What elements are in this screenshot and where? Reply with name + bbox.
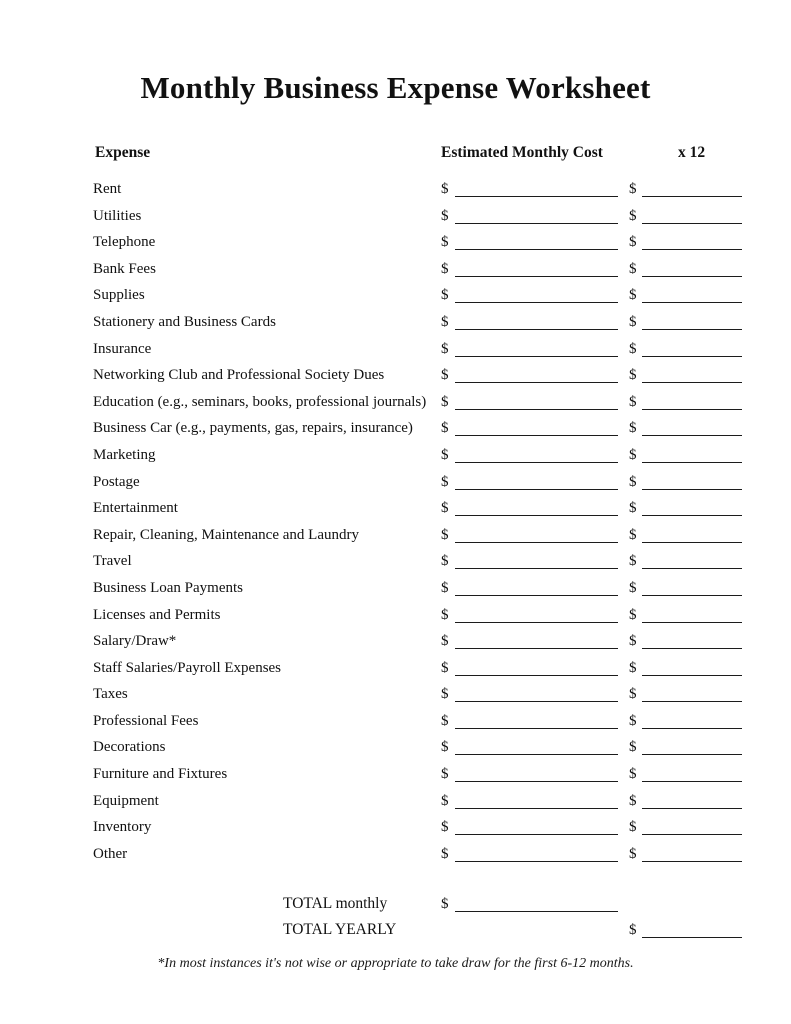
yearly-cost-field[interactable] [629, 309, 742, 336]
page-title: Monthly Business Expense Worksheet [140, 70, 651, 105]
dollar-sign: $ [441, 473, 449, 490]
expense-row [0, 203, 791, 230]
expense-row [0, 176, 791, 203]
monthly-cost-field[interactable] [441, 176, 618, 203]
yearly-blank-line[interactable] [642, 819, 742, 835]
monthly-cost-field[interactable] [441, 442, 618, 469]
dollar-sign: $ [441, 393, 449, 410]
dollar-sign: $ [629, 340, 637, 357]
expense-row [0, 575, 791, 602]
footnote: *In most instances it's not wise or appropriate to take draw for the first 6-12 months. [157, 956, 634, 971]
x12-column-header: x 12 [678, 144, 706, 161]
expense-label: Education (e.g., seminars, books, professional journals) [93, 393, 427, 410]
monthly-cost-field[interactable] [441, 548, 618, 575]
dollar-sign: $ [441, 367, 449, 384]
yearly-cost-field[interactable] [629, 282, 742, 309]
monthly-cost-field[interactable] [441, 336, 618, 363]
monthly-cost-field[interactable] [441, 415, 618, 442]
dollar-sign: $ [441, 500, 449, 517]
yearly-blank-line[interactable] [642, 208, 742, 224]
yearly-cost-field[interactable] [629, 814, 742, 841]
monthly-cost-field[interactable] [441, 681, 618, 708]
dollar-sign: $ [629, 473, 637, 490]
dollar-sign: $ [629, 234, 637, 251]
total-yearly-blank-line[interactable] [642, 922, 742, 939]
expense-row [0, 602, 791, 629]
dollar-sign: $ [629, 606, 637, 623]
monthly-blank-line[interactable] [455, 819, 618, 835]
expense-label: Furniture and Fixtures [93, 766, 228, 783]
expense-row [0, 681, 791, 708]
expense-row [0, 309, 791, 336]
yearly-cost-field[interactable] [629, 681, 742, 708]
yearly-blank-line[interactable] [642, 500, 742, 516]
dollar-sign: $ [441, 712, 449, 729]
yearly-cost-field[interactable] [629, 229, 742, 256]
dollar-sign: $ [629, 420, 637, 437]
monthly-blank-line[interactable] [455, 633, 618, 649]
dollar-sign: $ [629, 500, 637, 517]
monthly-cost-field[interactable] [441, 788, 618, 815]
expense-row [0, 522, 791, 549]
yearly-blank-line[interactable] [642, 261, 742, 277]
expense-label: Licenses and Permits [93, 606, 221, 623]
yearly-blank-line[interactable] [642, 739, 742, 755]
monthly-blank-line[interactable] [455, 607, 618, 623]
yearly-blank-line[interactable] [642, 660, 742, 676]
dollar-sign: $ [441, 260, 449, 277]
dollar-sign: $ [441, 446, 449, 463]
dollar-sign: $ [629, 712, 637, 729]
dollar-sign: $ [629, 313, 637, 330]
monthly-blank-line[interactable] [455, 420, 618, 436]
expense-label: Business Loan Payments [93, 579, 243, 596]
dollar-sign: $ [629, 207, 637, 224]
monthly-cost-field[interactable] [441, 362, 618, 389]
monthly-cost-field[interactable] [441, 708, 618, 735]
expense-row [0, 495, 791, 522]
monthly-cost-field[interactable] [441, 814, 618, 841]
yearly-cost-field[interactable] [629, 788, 742, 815]
yearly-blank-line[interactable] [642, 686, 742, 702]
monthly-cost-field[interactable] [441, 389, 618, 416]
expense-row [0, 336, 791, 363]
expense-row [0, 628, 791, 655]
expense-row [0, 282, 791, 309]
dollar-sign: $ [441, 766, 449, 783]
dollar-sign: $ [441, 845, 449, 862]
expense-row [0, 655, 791, 682]
dollar-sign: $ [441, 686, 449, 703]
monthly-cost-field[interactable] [441, 469, 618, 496]
total-monthly-field[interactable] [441, 891, 618, 918]
expense-row [0, 362, 791, 389]
dollar-sign: $ [441, 633, 449, 650]
yearly-blank-line[interactable] [642, 713, 742, 729]
expense-row [0, 841, 791, 868]
yearly-blank-line[interactable] [642, 607, 742, 623]
expense-label: Taxes [93, 686, 128, 703]
monthly-cost-field[interactable] [441, 203, 618, 230]
total-monthly-blank-line[interactable] [455, 896, 618, 913]
monthly-blank-line[interactable] [455, 580, 618, 596]
total-monthly-row [0, 891, 791, 918]
monthly-cost-field[interactable] [441, 602, 618, 629]
monthly-blank-line[interactable] [455, 234, 618, 250]
dollar-sign: $ [629, 446, 637, 463]
monthly-blank-line[interactable] [455, 394, 618, 410]
monthly-blank-line[interactable] [455, 660, 618, 676]
expense-row [0, 734, 791, 761]
monthly-blank-line[interactable] [455, 341, 618, 357]
dollar-sign: $ [441, 659, 449, 676]
monthly-blank-line[interactable] [455, 553, 618, 569]
dollar-sign: $ [629, 766, 637, 783]
monthly-blank-line[interactable] [455, 287, 618, 303]
expense-row [0, 788, 791, 815]
monthly-cost-field[interactable] [441, 229, 618, 256]
monthly-blank-line[interactable] [455, 739, 618, 755]
dollar-sign: $ [441, 234, 449, 251]
yearly-cost-field[interactable] [629, 522, 742, 549]
expense-label: Equipment [93, 792, 159, 809]
yearly-blank-line[interactable] [642, 287, 742, 303]
monthly-blank-line[interactable] [455, 846, 618, 862]
dollar-sign: $ [441, 420, 449, 437]
yearly-cost-field[interactable] [629, 575, 742, 602]
dollar-sign: $ [629, 526, 637, 543]
dollar-sign: $ [629, 260, 637, 277]
expense-label: Rent [93, 181, 122, 197]
column-headers [0, 144, 791, 166]
expense-row [0, 708, 791, 735]
monthly-blank-line[interactable] [455, 527, 618, 543]
monthly-cost-field[interactable] [441, 655, 618, 682]
yearly-cost-field[interactable] [629, 761, 742, 788]
dollar-sign: $ [441, 526, 449, 543]
monthly-blank-line[interactable] [455, 447, 618, 463]
monthly-cost-field[interactable] [441, 575, 618, 602]
expense-label: Insurance [93, 340, 152, 357]
dollar-sign: $ [441, 181, 449, 197]
dollar-sign: $ [629, 659, 637, 676]
yearly-cost-field[interactable] [629, 362, 742, 389]
expense-label: Marketing [93, 446, 156, 463]
yearly-cost-field[interactable] [629, 628, 742, 655]
expense-row [0, 256, 791, 283]
monthly-blank-line[interactable] [455, 766, 618, 782]
dollar-sign: $ [629, 633, 637, 650]
monthly-cost-field[interactable] [441, 282, 618, 309]
expense-label: Bank Fees [93, 260, 156, 277]
dollar-sign: $ [629, 287, 637, 304]
monthly-blank-line[interactable] [455, 208, 618, 224]
yearly-cost-field[interactable] [629, 442, 742, 469]
monthly-blank-line[interactable] [455, 686, 618, 702]
yearly-blank-line[interactable] [642, 527, 742, 543]
dollar-sign: $ [629, 579, 637, 596]
expense-label: Postage [93, 473, 140, 490]
monthly-cost-field[interactable] [441, 256, 618, 283]
yearly-cost-field[interactable] [629, 256, 742, 283]
yearly-cost-field[interactable] [629, 203, 742, 230]
expense-label: Supplies [93, 287, 145, 304]
expense-label: Other [93, 845, 128, 862]
dollar-sign: $ [629, 739, 637, 756]
dollar-sign: $ [629, 792, 637, 809]
expense-row [0, 469, 791, 496]
expense-label: Business Car (e.g., payments, gas, repairs, insurance) [93, 420, 413, 437]
dollar-sign: $ [629, 819, 637, 836]
expense-label: Stationery and Business Cards [93, 313, 276, 330]
expense-label: Professional Fees [93, 712, 199, 729]
monthly-cost-field[interactable] [441, 734, 618, 761]
monthly-blank-line[interactable] [455, 474, 618, 490]
yearly-cost-field[interactable] [629, 655, 742, 682]
expense-label: Salary/Draw* [93, 633, 177, 650]
monthly-cost-field[interactable] [441, 522, 618, 549]
dollar-sign: $ [629, 553, 637, 570]
expense-row [0, 389, 791, 416]
monthly-blank-line[interactable] [455, 713, 618, 729]
yearly-blank-line[interactable] [642, 633, 742, 649]
monthly-blank-line[interactable] [455, 261, 618, 277]
yearly-cost-field[interactable] [629, 336, 742, 363]
expense-label: Networking Club and Professional Society Dues [93, 367, 385, 384]
monthly-cost-field[interactable] [441, 628, 618, 655]
monthly-cost-field[interactable] [441, 309, 618, 336]
yearly-blank-line[interactable] [642, 580, 742, 596]
dollar-sign: $ [441, 553, 449, 570]
monthly-blank-line[interactable] [455, 793, 618, 809]
monthly-blank-line[interactable] [455, 314, 618, 330]
expense-rows [0, 176, 791, 867]
yearly-blank-line[interactable] [642, 553, 742, 569]
dollar-sign: $ [629, 181, 637, 197]
expense-row [0, 229, 791, 256]
expense-row [0, 548, 791, 575]
expense-row [0, 442, 791, 469]
yearly-blank-line[interactable] [642, 394, 742, 410]
dollar-sign: $ [441, 207, 449, 224]
yearly-cost-field[interactable] [629, 495, 742, 522]
expense-label: Repair, Cleaning, Maintenance and Laundry [93, 526, 359, 543]
expense-label: Telephone [93, 234, 156, 251]
total-yearly-label: TOTAL YEARLY [283, 921, 397, 938]
yearly-cost-field[interactable] [629, 548, 742, 575]
dollar-sign: $ [441, 579, 449, 596]
yearly-blank-line[interactable] [642, 367, 742, 383]
dollar-sign: $ [441, 606, 449, 623]
dollar-sign: $ [629, 393, 637, 410]
yearly-cost-field[interactable] [629, 176, 742, 203]
dollar-sign: $ [441, 739, 449, 756]
total-yearly-field[interactable] [629, 917, 742, 944]
yearly-cost-field[interactable] [629, 469, 742, 496]
dollar-sign: $ [629, 922, 637, 938]
monthly-cost-field[interactable] [441, 495, 618, 522]
total-monthly-label: TOTAL monthly [283, 895, 388, 912]
expense-row [0, 814, 791, 841]
yearly-blank-line[interactable] [642, 846, 742, 862]
monthly-blank-line[interactable] [455, 181, 618, 197]
dollar-sign: $ [629, 686, 637, 703]
expense-row [0, 761, 791, 788]
dollar-sign: $ [441, 313, 449, 330]
monthly-cost-column-header: Estimated Monthly Cost [441, 144, 603, 161]
yearly-blank-line[interactable] [642, 341, 742, 357]
yearly-cost-field[interactable] [629, 708, 742, 735]
yearly-cost-field[interactable] [629, 602, 742, 629]
yearly-blank-line[interactable] [642, 447, 742, 463]
total-yearly-row [0, 917, 791, 944]
monthly-blank-line[interactable] [455, 367, 618, 383]
yearly-blank-line[interactable] [642, 314, 742, 330]
monthly-blank-line[interactable] [455, 500, 618, 516]
yearly-blank-line[interactable] [642, 420, 742, 436]
dollar-sign: $ [441, 287, 449, 304]
expense-column-header: Expense [95, 144, 151, 161]
expense-label: Travel [93, 553, 132, 570]
expense-label: Entertainment [93, 500, 178, 517]
expense-label: Decorations [93, 739, 166, 756]
dollar-sign: $ [629, 367, 637, 384]
yearly-cost-field[interactable] [629, 841, 742, 868]
dollar-sign: $ [441, 819, 449, 836]
monthly-cost-field[interactable] [441, 761, 618, 788]
dollar-sign: $ [441, 792, 449, 809]
yearly-cost-field[interactable] [629, 389, 742, 416]
yearly-blank-line[interactable] [642, 181, 742, 197]
expense-label: Staff Salaries/Payroll Expenses [93, 659, 282, 676]
yearly-blank-line[interactable] [642, 234, 742, 250]
expense-row [0, 415, 791, 442]
monthly-cost-field[interactable] [441, 841, 618, 868]
yearly-cost-field[interactable] [629, 734, 742, 761]
dollar-sign: $ [629, 845, 637, 862]
expense-label: Inventory [93, 819, 152, 836]
dollar-sign: $ [441, 896, 449, 912]
yearly-blank-line[interactable] [642, 474, 742, 490]
yearly-cost-field[interactable] [629, 415, 742, 442]
yearly-blank-line[interactable] [642, 793, 742, 809]
dollar-sign: $ [441, 340, 449, 357]
yearly-blank-line[interactable] [642, 766, 742, 782]
expense-label: Utilities [93, 207, 142, 224]
